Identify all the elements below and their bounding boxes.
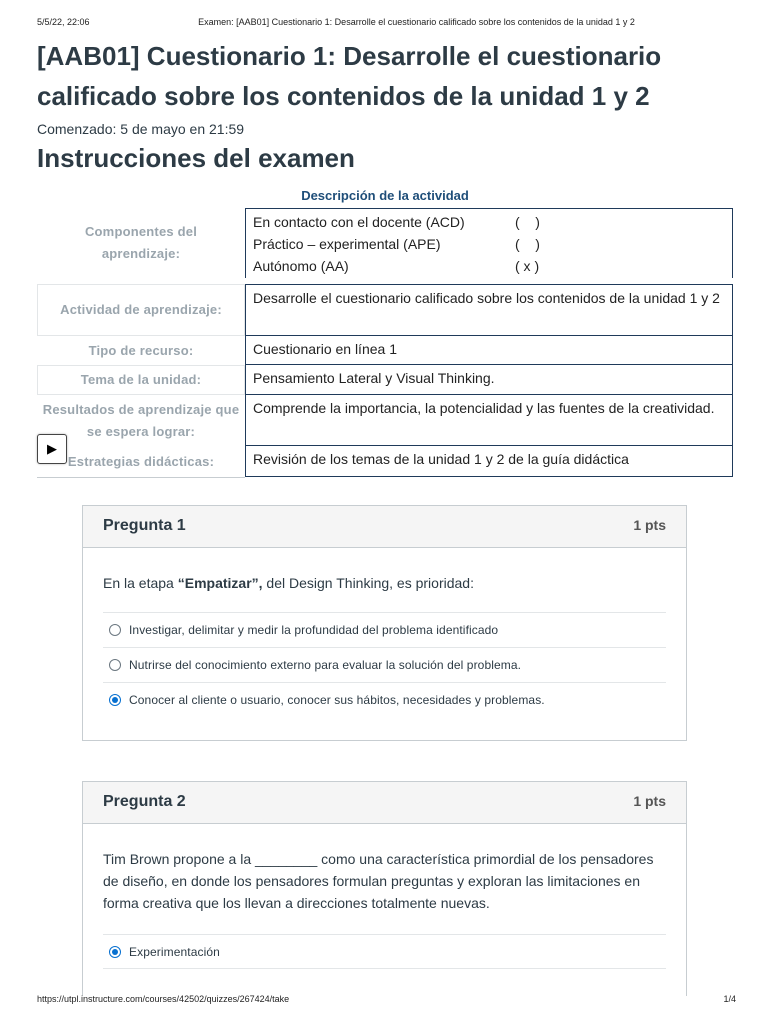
activity-row-label: Estrategias didácticas: (67, 453, 215, 469)
answer-label: Investigar, delimitar y medir la profundidad del problema identificado (129, 623, 499, 637)
question-text: Tim Brown propone a la ________ como una característica primordial de los pensadores de diseño, en donde los pensadores formulan preguntas y exploran las limitaciones en forma creativa que los llevan a direcciones totalmente nuevas. (103, 851, 654, 911)
answer-list (103, 934, 666, 969)
answer-option[interactable] (103, 612, 666, 647)
question-title: Pregunta 2 (103, 793, 186, 810)
activity-row-label: Actividad de aprendizaje: (37, 284, 245, 336)
activity-row-label: Tipo de recurso: (88, 342, 194, 358)
question-points: 1 pts (633, 793, 666, 809)
print-page-title: Examen: [AAB01] Cuestionario 1: Desarrolle el cuestionario calificado sobre los contenidos de la unidad 1 y 2 (198, 17, 635, 27)
activity-row-value: Revisión de los temas de la unidad 1 y 2 de la guía didáctica (245, 446, 733, 477)
print-datetime: 5/5/22, 22:06 (37, 17, 90, 27)
answer-label: Experimentación (129, 944, 220, 959)
play-icon: ▶ (47, 441, 57, 456)
answer-label: Conocer al cliente o usuario, conocer sus hábitos, necesidades y problemas. (129, 693, 545, 707)
activity-row-learning-outcomes (37, 395, 733, 446)
question-title: Pregunta 1 (103, 517, 186, 534)
question-header (83, 506, 686, 548)
play-button[interactable] (37, 434, 67, 464)
answer-label: Nutrirse del conocimiento externo para evaluar la solución del problema. (129, 658, 522, 672)
quiz-started-time: Comenzado: 5 de mayo en 21:59 (37, 121, 245, 137)
activity-row-activity (37, 284, 733, 336)
activity-table-caption: Descripción de la actividad (301, 188, 469, 203)
instructions-heading: Instrucciones del examen (37, 143, 355, 173)
activity-row-value: Cuestionario en línea 1 (245, 336, 733, 365)
question-points: 1 pts (633, 517, 666, 533)
question-header (83, 782, 686, 824)
activity-row-components (37, 208, 733, 278)
activity-row-value (245, 208, 733, 278)
print-url: https://utpl.instructure.com/courses/42502/quizzes/267424/take (37, 994, 290, 1004)
component-line: Autónomo (AA) ( x ) (253, 258, 540, 274)
table-divider (37, 477, 245, 478)
answer-option[interactable] (103, 682, 666, 717)
activity-row-label: Componentes del aprendizaje: (84, 224, 198, 261)
activity-row-value: Desarrolle el cuestionario calificado sobre los contenidos de la unidad 1 y 2 (245, 284, 733, 336)
answer-option[interactable] (103, 647, 666, 682)
answer-option[interactable] (103, 934, 666, 969)
component-line: Práctico – experimental (APE) ( ) (253, 236, 540, 252)
question-card-2 (82, 781, 687, 996)
component-line: En contacto con el docente (ACD) ( ) (253, 214, 540, 230)
question-text: En la etapa “Empatizar”, del Design Thinking, es prioridad: (103, 575, 474, 591)
question-card-1 (82, 505, 687, 741)
activity-row-value: Comprende la importancia, la potencialidad y las fuentes de la creatividad. (245, 395, 733, 446)
activity-row-strategies (37, 446, 733, 477)
answer-list (103, 612, 666, 717)
activity-row-unit-topic (37, 365, 733, 395)
radio-button-selected[interactable] (109, 694, 121, 706)
radio-button[interactable] (109, 659, 121, 671)
radio-button[interactable] (109, 624, 121, 636)
activity-row-label: Tema de la unidad: (37, 365, 245, 395)
activity-row-label: Resultados de aprendizaje que se espera lograr: (42, 401, 240, 439)
print-page-number: 1/4 (723, 994, 736, 1004)
activity-row-value: Pensamiento Lateral y Visual Thinking. (245, 365, 733, 395)
radio-button-selected[interactable] (109, 946, 121, 958)
quiz-title: [AAB01] Cuestionario 1: Desarrolle el cuestionario calificado sobre los contenidos de la unidad 1 y 2 (37, 41, 662, 111)
activity-row-resource-type (37, 336, 733, 365)
